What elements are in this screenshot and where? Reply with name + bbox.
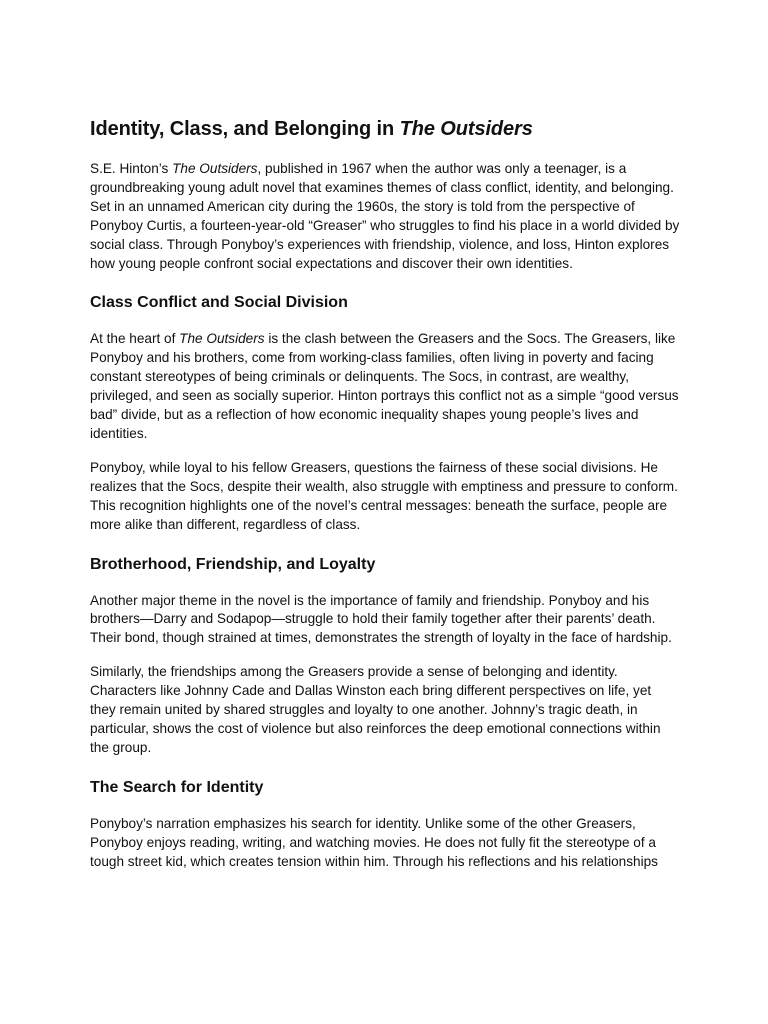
document-title [90, 116, 680, 142]
class-conflict-paragraph-2: Ponyboy, while loyal to his fellow Greasers, questions the fairness of these social divisions. He realizes that the Socs, despite their wealth, also struggle with emptiness and pressure to conform. This recognition highlights one of the novel’s central messages: beneath the surface, people are more alike than different, regardless of class. [90, 459, 678, 532]
brotherhood-paragraph-2: Similarly, the friendships among the Greasers provide a sense of belonging and identity. Characters like Johnny Cade and Dallas Winston each bring different perspectives on life, yet they remain united by shared struggles and loyalty to one another. Johnny’s tragic death, in particular, shows the cost of violence but also reinforces the deep emotional connections within the group. [90, 664, 661, 755]
intro-text-start: S.E. Hinton’s [90, 161, 173, 176]
paragraph-text-start: At the heart of [90, 331, 180, 347]
intro-book-name: The Outsiders [172, 161, 258, 176]
intro-text-rest: , published in 1967 when the author was only a teenager, is a groundbreaking young adult novel that examines themes of class conflict, identity, and belonging. Set in an unnamed American city during the 1960s, the story is told from the perspective of Ponyboy Curtis, a fourteen-year-old “Greaser” who struggles to find his place in a world divided by social class. Through Ponyboy’s experiences with friendship, violence, and loss, Hinton explores how young people confront social expectations and discover their own identities. [90, 161, 680, 271]
title-book-name: The Outsiders [399, 118, 533, 140]
title-text: Identity, Class, and Belonging in [90, 118, 400, 140]
identity-paragraph-1: Ponyboy’s narration emphasizes his search for identity. Unlike some of the other Greasers, Ponyboy enjoys reading, writing, and watching movies. He does not fully fit the stereotype of a tough street kid, which creates tension within him. Through his reflections and his relationships [90, 815, 658, 869]
intro-paragraph [90, 160, 680, 273]
document-body [90, 116, 680, 886]
section-heading-brotherhood: Brotherhood, Friendship, and Loyalty [90, 555, 376, 573]
class-conflict-paragraph-1 [90, 330, 680, 443]
section-heading-class-conflict: Class Conflict and Social Division [90, 294, 348, 312]
brotherhood-paragraph-1: Another major theme in the novel is the importance of family and friendship. Ponyboy and his brothers—Darry and Sodapop—struggle to hold their family together after their parents’ death. Their bond, though strained at times, demonstrates the strength of loyalty in the face of hardship. [90, 592, 672, 646]
paragraph-text-rest: is the clash between the Greasers and the Socs. The Greasers, like Ponyboy and his brothers, come from working-class families, often living in poverty and facing constant stereotypes of being criminals or delinquents. The Socs, in contrast, are wealthy, privileged, and seen as socially superior. Hinton portrays this conflict not as a simple “good versus bad” divide, but as a reflection of how economic inequality shapes young people’s lives and identities. [90, 331, 679, 441]
paragraph-book-name: The Outsiders [179, 331, 265, 347]
section-heading-identity: The Search for Identity [90, 778, 264, 796]
